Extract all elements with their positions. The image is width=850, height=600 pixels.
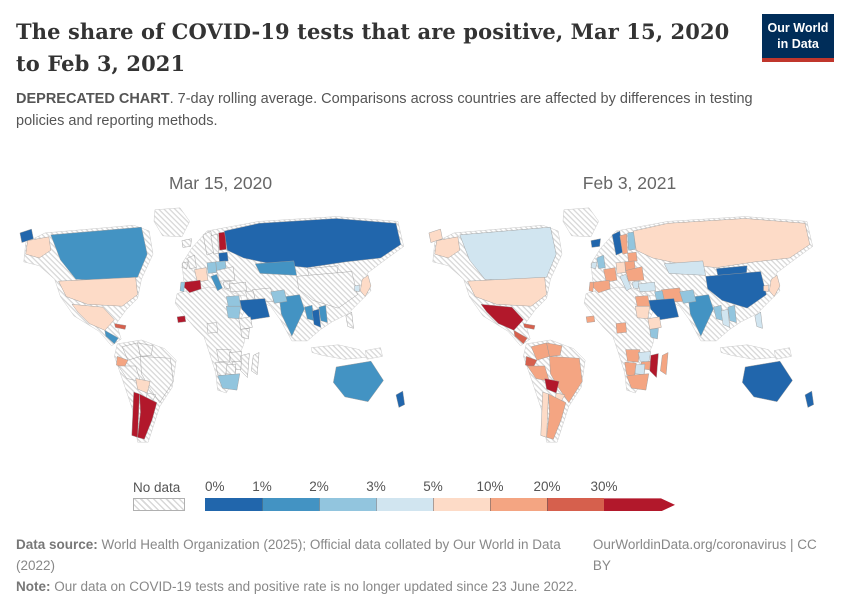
region-madagascar[interactable] [251,352,259,374]
region-newzealand[interactable] [396,391,405,407]
note-line [16,577,834,598]
legend-tick: 0% [205,479,225,495]
region-newzealand[interactable] [805,391,814,407]
data-source-text: World Health Organization (2025); Official data collated by Our World in Data (2022) [16,537,561,574]
map-caption-left: Mar 15, 2020 [168,172,273,193]
legend-segment[interactable] [604,498,675,511]
legend-tick: 2% [309,479,329,495]
region-germany[interactable] [207,261,217,273]
region-mozambique[interactable] [650,353,659,377]
region-australia[interactable] [333,361,383,401]
region-ethiopia[interactable] [648,316,661,329]
region-turkey[interactable] [638,282,655,292]
region-germany[interactable] [616,261,626,273]
legend-segment[interactable] [205,498,262,511]
no-data-hatch-swatch [133,498,185,511]
region-southkorea[interactable] [764,284,769,291]
legend-no-data[interactable] [133,480,185,511]
region-madagascar[interactable] [660,352,668,374]
region-iceland[interactable] [591,238,601,247]
region-sudan[interactable] [226,306,240,319]
chart-subtitle [16,89,791,133]
legend-tick: 5% [423,479,443,495]
landmass-new-guinea [774,347,791,359]
region-namibia[interactable] [216,362,228,376]
region-ireland[interactable] [591,261,597,268]
owid-logo-line1: Our World [767,21,829,35]
region-mozambique[interactable] [241,353,250,377]
region-iceland[interactable] [182,238,192,247]
legend-tick: 3% [366,479,386,495]
region-greece[interactable] [632,281,639,289]
legend-segment[interactable] [490,498,547,511]
region-ethiopia[interactable] [239,316,252,329]
legend-tick: 30% [590,479,618,495]
region-saudi[interactable] [240,298,270,319]
landmass-southeast-asia [311,344,367,358]
region-senegal[interactable] [586,315,595,322]
region-iraq[interactable] [246,290,256,300]
chart-footer [16,535,834,598]
legend-segment[interactable] [547,498,604,511]
legend-segment[interactable] [376,498,433,511]
region-baltics[interactable] [219,252,229,262]
maps-row [16,173,834,450]
region-ireland[interactable] [182,261,188,268]
data-source-line [16,535,593,577]
legend-segment[interactable] [262,498,319,511]
landmass-greenland [154,207,190,236]
region-portugal[interactable] [180,282,185,292]
note-label: Note: [16,579,51,595]
landmass-new-guinea [365,347,382,359]
region-turkey[interactable] [229,282,246,292]
owid-coronavirus-link[interactable]: OurWorldinData.org/coronavirus | CC BY [592,537,817,574]
map-legend [133,479,834,511]
world-map-left [18,204,423,450]
region-saudi[interactable] [649,298,679,319]
region-iraq[interactable] [655,290,665,300]
region-egypt[interactable] [635,295,649,306]
region-namibia[interactable] [625,362,637,376]
region-angola[interactable] [626,349,640,362]
region-sudan[interactable] [635,306,649,319]
title-block [16,12,731,89]
region-portugal[interactable] [589,282,594,292]
region-egypt[interactable] [226,295,240,306]
owid-logo[interactable] [762,14,834,62]
region-zambia[interactable] [638,351,651,362]
region-nigeria[interactable] [207,322,218,333]
region-angola[interactable] [217,349,231,362]
map-figure-right [425,173,834,450]
map-figure-left [16,173,425,450]
legend-tick: 10% [476,479,504,495]
world-map-right [427,204,832,450]
chart-header [16,12,834,89]
region-zambia[interactable] [229,351,242,362]
data-source-label: Data source: [16,537,98,553]
region-australia[interactable] [742,361,792,401]
note-text: Our data on COVID-19 tests and positive rate is no longer updated since 23 June 2022. [50,579,578,595]
map-caption-right: Feb 3, 2021 [582,172,677,193]
owid-logo-line2: in Data [777,36,819,51]
landmass-southeast-asia [720,344,776,358]
subtitle-text: . 7-day rolling average. Comparisons across countries are affected by differences in testing policies and reporting methods. [16,91,753,129]
legend-bar [205,498,675,511]
legend-tick: 20% [533,479,561,495]
legend-tick: 1% [252,479,272,495]
region-southkorea[interactable] [355,284,360,291]
region-senegal[interactable] [177,315,186,322]
legend-segment[interactable] [319,498,376,511]
landmass-greenland [563,207,599,236]
region-greece[interactable] [223,281,230,289]
legend-colorbar [205,479,677,511]
legend-segment[interactable] [433,498,490,511]
legend-no-data-label: No data [133,480,181,496]
subtitle-deprecated-label: DEPRECATED CHART [16,91,170,107]
region-nigeria[interactable] [616,322,627,333]
page-title: The share of COVID-19 tests that are positive, Mar 15, 2020 to Feb 3, 2021 [16,19,730,76]
region-baltics[interactable] [628,252,638,262]
